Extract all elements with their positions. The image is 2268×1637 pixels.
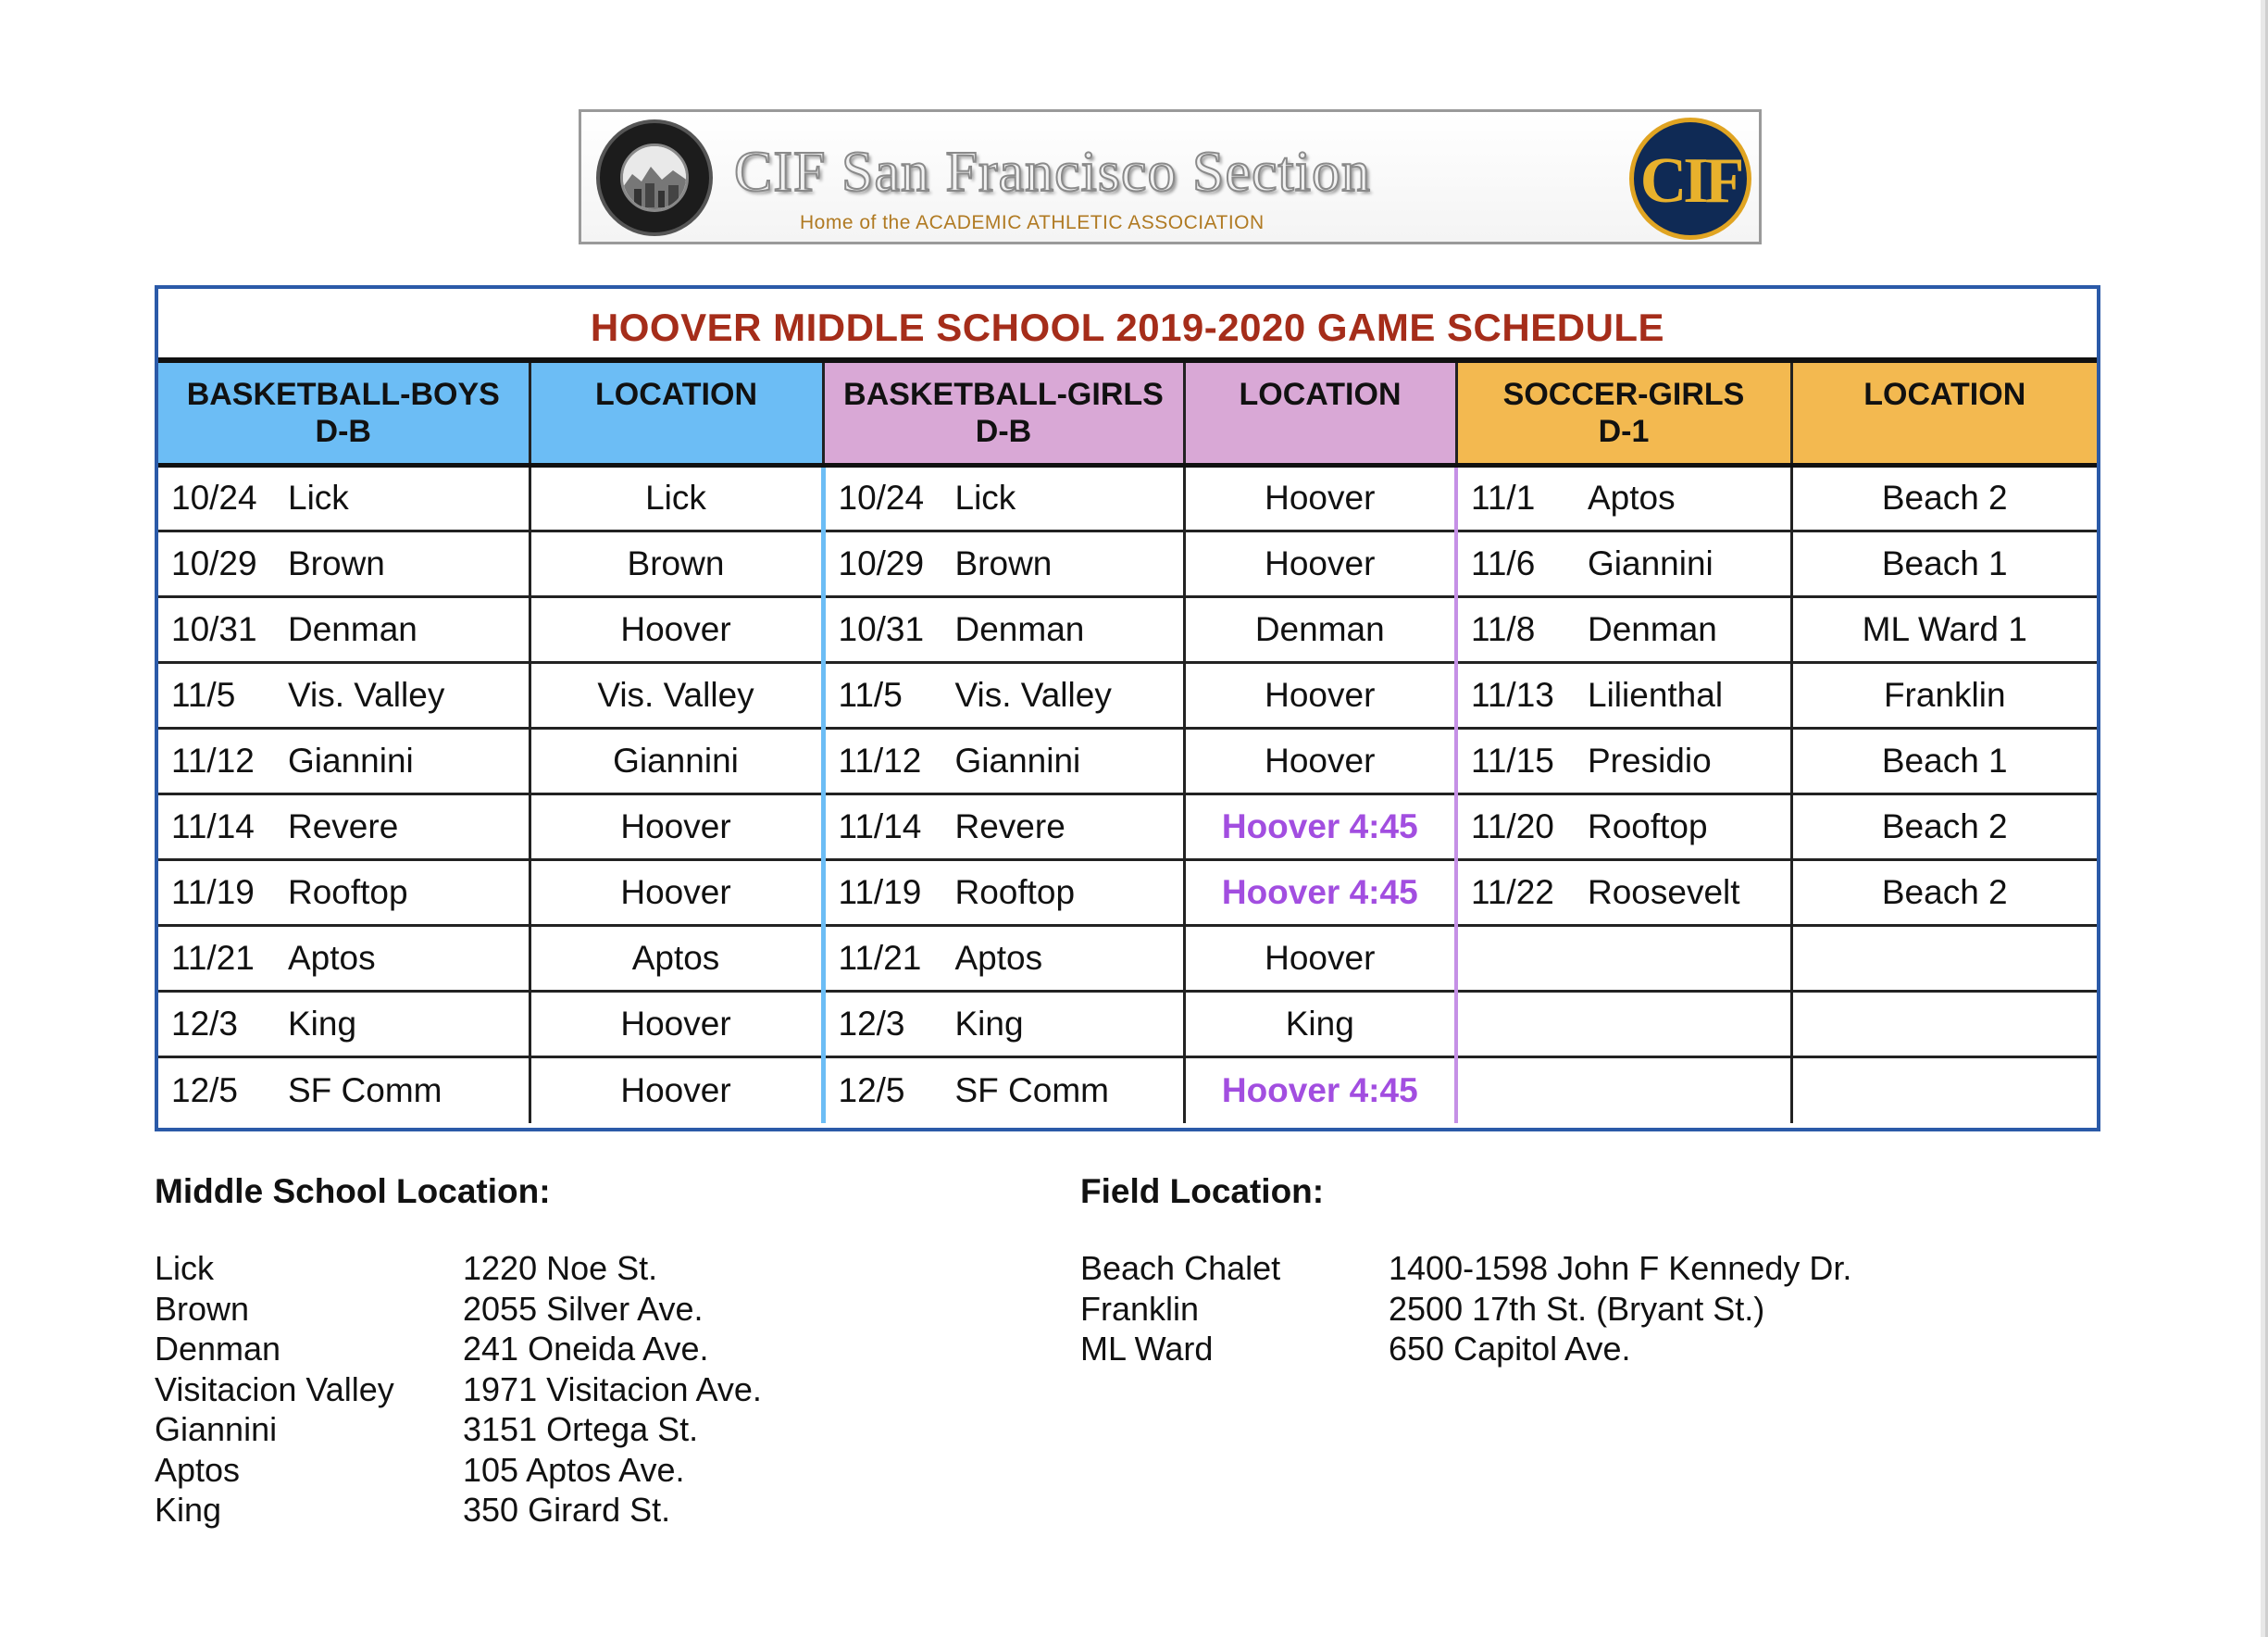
game-date: 11/8	[1471, 609, 1536, 648]
boys-game-cell	[158, 925, 530, 991]
game-date: 12/3	[171, 1004, 239, 1043]
game-date: 11/5	[171, 675, 236, 714]
location-name: Beach Chalet	[1080, 1249, 1281, 1287]
location-name: Giannini	[155, 1410, 278, 1448]
opponent: Denman	[954, 609, 1085, 648]
soccer-game-cell	[1456, 794, 1791, 859]
game-date: 11/22	[1471, 872, 1554, 911]
opponent: Aptos	[1588, 479, 1676, 517]
girls-location-cell: King	[1184, 991, 1456, 1056]
game-date: 11/19	[838, 872, 922, 911]
cif-logo-text: CIF	[1639, 145, 1741, 217]
girls-game-cell	[823, 662, 1184, 728]
boys-location-cell: Vis. Valley	[530, 662, 823, 728]
middle-school-location-heading: Middle School Location:	[155, 1172, 551, 1210]
banner-title: CIF San Francisco Section	[734, 141, 1371, 204]
soccer-location-cell: Beach 2	[1791, 465, 2097, 531]
opponent: Lick	[288, 479, 349, 517]
game-date: 10/29	[838, 544, 925, 582]
game-date: 10/24	[838, 479, 925, 517]
header-sport: SOCCER-GIRLS	[1502, 377, 1745, 412]
opponent: Revere	[288, 806, 399, 845]
location-address: 350 Girard St.	[463, 1491, 671, 1529]
middle-school-location-row	[155, 1369, 858, 1410]
location-name: Denman	[155, 1330, 281, 1368]
header-division: D-1	[1598, 414, 1650, 449]
soccer-location-cell: Beach 2	[1791, 794, 2097, 859]
game-date: 10/24	[171, 479, 257, 517]
opponent: SF Comm	[288, 1070, 442, 1109]
schedule-header-row	[158, 363, 2097, 465]
page-edge	[2261, 0, 2268, 1637]
opponent: Presidio	[1588, 741, 1712, 780]
table-row	[158, 859, 2097, 925]
middle-school-location-row	[155, 1329, 858, 1369]
header-sport: BASKETBALL-BOYS	[186, 377, 500, 412]
opponent: Lick	[954, 479, 1016, 517]
girls-game-cell	[823, 531, 1184, 596]
boys-game-cell	[158, 465, 530, 531]
game-date: 10/31	[171, 609, 257, 648]
academic-athletic-association-seal	[596, 119, 713, 236]
location-address: 1971 Visitacion Ave.	[463, 1369, 762, 1408]
boys-location-cell: Brown	[530, 531, 823, 596]
location-name: Aptos	[155, 1450, 241, 1489]
girls-location-cell: Hoover	[1184, 465, 1456, 531]
soccer-location-cell: Franklin	[1791, 662, 2097, 728]
boys-location-cell: Giannini	[530, 728, 823, 794]
boys-game-cell	[158, 596, 530, 662]
soccer-location-cell	[1791, 925, 2097, 991]
opponent: Rooftop	[1588, 806, 1708, 845]
header-division: D-B	[975, 414, 1032, 449]
opponent: Revere	[954, 806, 1065, 845]
table-row	[158, 596, 2097, 662]
location-address: 241 Oneida Ave.	[463, 1330, 709, 1368]
table-row	[158, 925, 2097, 991]
boys-location-cell: Hoover	[530, 596, 823, 662]
header-basketball-boys	[158, 363, 530, 465]
opponent: Giannini	[954, 741, 1081, 780]
soccer-game-cell	[1456, 465, 1791, 531]
opponent: Brown	[288, 544, 385, 582]
table-row	[158, 991, 2097, 1056]
soccer-game-cell	[1456, 925, 1791, 991]
boys-game-cell	[158, 859, 530, 925]
field-location-list	[1080, 1248, 2006, 1369]
girls-location-cell: Denman	[1184, 596, 1456, 662]
soccer-location-cell: ML Ward 1	[1791, 596, 2097, 662]
location-address: 1400-1598 John F Kennedy Dr.	[1389, 1249, 1852, 1287]
header-division: D-B	[315, 414, 371, 449]
location-name: Franklin	[1080, 1289, 1200, 1328]
game-date: 10/29	[171, 544, 257, 582]
soccer-game-cell	[1456, 596, 1791, 662]
section-banner	[579, 109, 1762, 244]
schedule-title: HOOVER MIDDLE SCHOOL 2019-2020 GAME SCHEDULE	[158, 289, 2097, 363]
middle-school-location-row	[155, 1450, 858, 1491]
table-row	[158, 728, 2097, 794]
field-location-row	[1080, 1248, 2006, 1289]
boys-location-cell: Hoover	[530, 794, 823, 859]
location-address: 2500 17th St. (Bryant St.)	[1389, 1289, 1765, 1328]
location-address: 105 Aptos Ave.	[463, 1450, 685, 1489]
girls-game-cell	[823, 794, 1184, 859]
girls-location-cell: Hoover	[1184, 662, 1456, 728]
location-name: ML Ward	[1080, 1330, 1214, 1368]
field-location-heading: Field Location:	[1080, 1172, 1325, 1210]
soccer-game-cell	[1456, 1056, 1791, 1123]
game-schedule-table	[155, 285, 2100, 1131]
opponent: Rooftop	[954, 872, 1076, 911]
table-row	[158, 794, 2097, 859]
middle-school-location-row	[155, 1490, 858, 1531]
opponent: Roosevelt	[1588, 872, 1740, 911]
game-date: 11/12	[838, 741, 922, 780]
soccer-game-cell	[1456, 991, 1791, 1056]
game-date: 11/21	[171, 938, 255, 977]
field-location-row	[1080, 1289, 2006, 1330]
soccer-game-cell	[1456, 728, 1791, 794]
middle-school-location-row	[155, 1248, 858, 1289]
boys-location-cell: Aptos	[530, 925, 823, 991]
table-row	[158, 1056, 2097, 1123]
middle-school-location-row	[155, 1289, 858, 1330]
boys-game-cell	[158, 1056, 530, 1123]
table-row	[158, 465, 2097, 531]
game-date: 12/5	[171, 1070, 239, 1109]
cif-logo	[1629, 118, 1751, 240]
soccer-game-cell	[1456, 662, 1791, 728]
header-girls-location: LOCATION	[1184, 363, 1456, 465]
soccer-location-cell	[1791, 991, 2097, 1056]
table-row	[158, 531, 2097, 596]
soccer-game-cell	[1456, 531, 1791, 596]
location-name: Brown	[155, 1289, 250, 1328]
opponent: Rooftop	[288, 872, 408, 911]
location-name: Lick	[155, 1249, 215, 1287]
middle-school-location-row	[155, 1409, 858, 1450]
middle-school-location-list	[155, 1248, 858, 1531]
girls-game-cell	[823, 465, 1184, 531]
schedule-grid	[158, 363, 2097, 1123]
girls-game-cell	[823, 596, 1184, 662]
opponent: King	[288, 1004, 357, 1043]
opponent: Vis. Valley	[288, 675, 445, 714]
girls-location-cell: Hoover	[1184, 531, 1456, 596]
banner-subtitle: Home of the ACADEMIC ATHLETIC ASSOCIATION	[800, 212, 1265, 233]
opponent: Aptos	[954, 938, 1043, 977]
opponent: SF Comm	[954, 1070, 1109, 1109]
opponent: Brown	[954, 544, 1053, 582]
game-date: 11/21	[838, 938, 922, 977]
location-address: 3151 Ortega St.	[463, 1410, 699, 1448]
opponent: Giannini	[1588, 544, 1713, 582]
game-date: 11/14	[838, 806, 922, 845]
game-date: 11/6	[1471, 544, 1536, 582]
girls-game-cell	[823, 991, 1184, 1056]
location-address: 650 Capitol Ave.	[1389, 1330, 1631, 1368]
boys-location-cell: Hoover	[530, 1056, 823, 1123]
game-date: 10/31	[838, 609, 925, 648]
header-boys-location: LOCATION	[530, 363, 823, 465]
girls-location-cell: Hoover 4:45	[1184, 794, 1456, 859]
girls-game-cell	[823, 1056, 1184, 1123]
schedule-body	[158, 465, 2097, 1123]
opponent: King	[954, 1004, 1024, 1043]
opponent: Aptos	[288, 938, 376, 977]
opponent: Denman	[288, 609, 417, 648]
boys-game-cell	[158, 728, 530, 794]
game-date: 11/14	[171, 806, 255, 845]
opponent: Denman	[1588, 609, 1717, 648]
game-date: 11/15	[1471, 741, 1554, 780]
header-basketball-girls	[823, 363, 1184, 465]
table-row	[158, 662, 2097, 728]
boys-location-cell: Hoover	[530, 859, 823, 925]
girls-game-cell	[823, 925, 1184, 991]
game-date: 12/5	[838, 1070, 905, 1109]
game-date: 11/20	[1471, 806, 1554, 845]
header-sport: BASKETBALL-GIRLS	[843, 377, 1164, 412]
game-date: 11/19	[171, 872, 255, 911]
field-location-row	[1080, 1329, 2006, 1369]
soccer-location-cell	[1791, 1056, 2097, 1123]
boys-game-cell	[158, 794, 530, 859]
girls-game-cell	[823, 728, 1184, 794]
opponent: Vis. Valley	[954, 675, 1112, 714]
boys-game-cell	[158, 662, 530, 728]
location-address: 2055 Silver Ave.	[463, 1289, 704, 1328]
boys-game-cell	[158, 531, 530, 596]
boys-game-cell	[158, 991, 530, 1056]
girls-location-cell: Hoover 4:45	[1184, 1056, 1456, 1123]
location-address: 1220 Noe St.	[463, 1249, 658, 1287]
boys-location-cell: Hoover	[530, 991, 823, 1056]
soccer-game-cell	[1456, 859, 1791, 925]
game-date: 11/1	[1471, 479, 1536, 517]
girls-location-cell: Hoover	[1184, 728, 1456, 794]
opponent: Giannini	[288, 741, 414, 780]
soccer-location-cell: Beach 1	[1791, 728, 2097, 794]
game-date: 12/3	[838, 1004, 905, 1043]
soccer-location-cell: Beach 2	[1791, 859, 2097, 925]
game-date: 11/12	[171, 741, 255, 780]
location-name: King	[155, 1491, 222, 1529]
soccer-location-cell: Beach 1	[1791, 531, 2097, 596]
boys-location-cell: Lick	[530, 465, 823, 531]
girls-game-cell	[823, 859, 1184, 925]
seal-skyline-icon	[620, 144, 689, 212]
location-name: Visitacion Valley	[155, 1369, 394, 1408]
header-soccer-location: LOCATION	[1791, 363, 2097, 465]
header-soccer-girls	[1456, 363, 1791, 465]
opponent: Lilienthal	[1588, 675, 1724, 714]
game-date: 11/5	[838, 675, 903, 714]
game-date: 11/13	[1471, 675, 1554, 714]
girls-location-cell: Hoover	[1184, 925, 1456, 991]
girls-location-cell: Hoover 4:45	[1184, 859, 1456, 925]
